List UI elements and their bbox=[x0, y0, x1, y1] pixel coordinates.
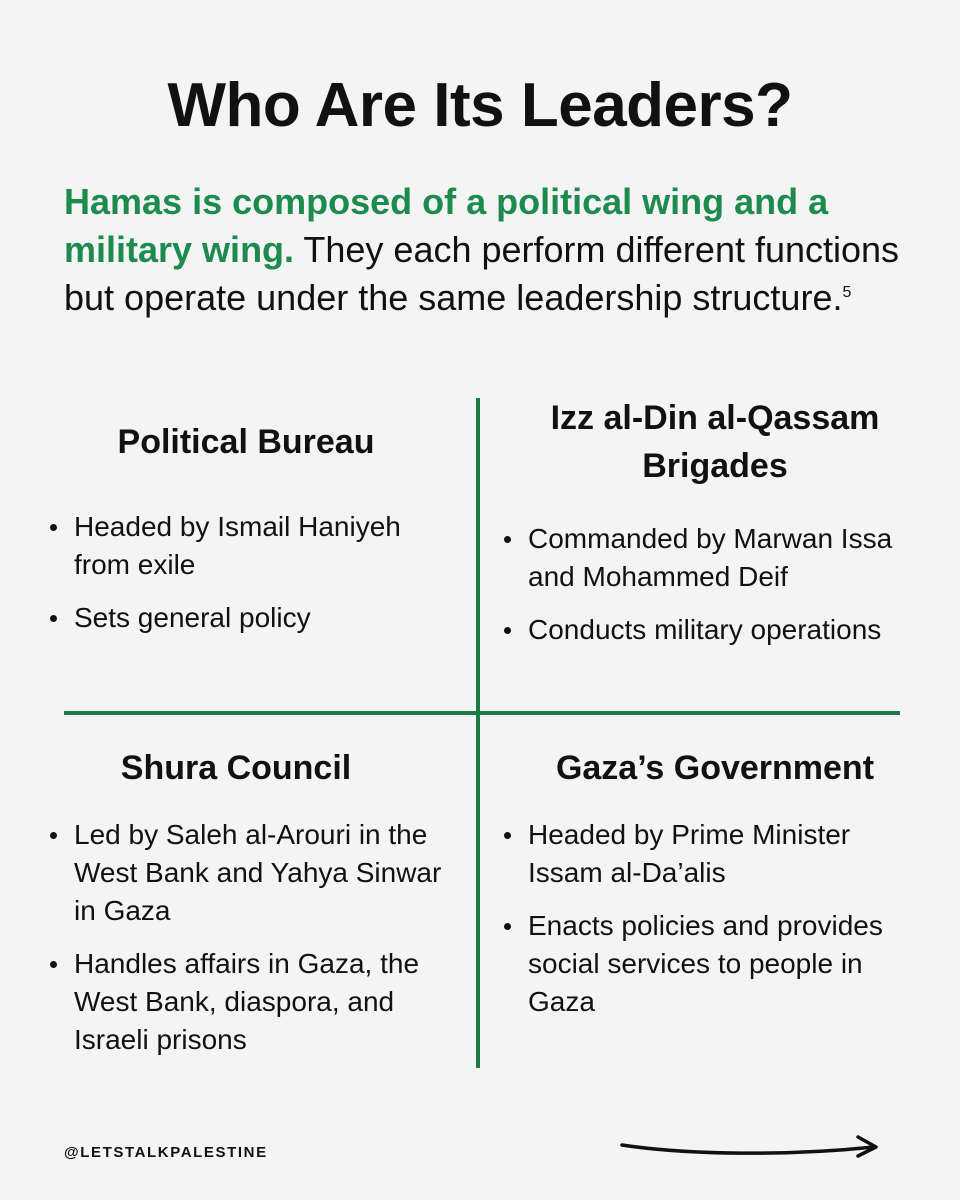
vertical-divider bbox=[476, 398, 480, 1068]
shura-council-list bbox=[46, 816, 466, 1059]
social-handle: @LETSTALKPALESTINE bbox=[64, 1144, 268, 1161]
qassam-brigades-list bbox=[500, 520, 920, 649]
intro-highlight: Hamas is composed of a political wing and a military wing. bbox=[64, 181, 829, 270]
gaza-government-list bbox=[500, 816, 920, 1021]
political-bureau-list bbox=[46, 508, 456, 637]
list-item: Commanded by Marwan Issa and Mohammed Deif bbox=[500, 520, 920, 596]
shura-council-heading: Shura Council bbox=[120, 749, 352, 787]
list-item: Sets general policy bbox=[46, 599, 456, 637]
list-item: Conducts military operations bbox=[500, 611, 920, 649]
political-bureau-section bbox=[46, 418, 456, 652]
footnote-marker: 5 bbox=[842, 284, 852, 301]
intro-paragraph bbox=[64, 178, 904, 322]
shura-council-section bbox=[46, 744, 466, 1074]
list-item: Headed by Prime Minister Issam al-Da’alis bbox=[500, 816, 920, 892]
intro-text: They each perform different functions but operate under the same leadership structure. bbox=[64, 229, 900, 318]
list-item: Led by Saleh al-Arouri in the West Bank and Yahya Sinwar in Gaza bbox=[46, 816, 466, 930]
horizontal-divider bbox=[64, 711, 900, 715]
right-arrow-icon[interactable] bbox=[618, 1128, 884, 1164]
list-item: Handles affairs in Gaza, the West Bank, diaspora, and Israeli prisons bbox=[46, 945, 466, 1059]
page-title: Who Are Its Leaders? bbox=[167, 71, 793, 140]
list-item: Headed by Ismail Haniyeh from exile bbox=[46, 508, 456, 584]
gaza-government-heading: Gaza’s Government bbox=[555, 749, 875, 787]
political-bureau-heading: Political Bureau bbox=[117, 423, 375, 461]
qassam-brigades-section bbox=[500, 394, 920, 664]
qassam-brigades-heading: Izz al-Din al-Qassam Brigades bbox=[550, 399, 880, 485]
list-item: Enacts policies and provides social services to people in Gaza bbox=[500, 907, 920, 1021]
gaza-government-section bbox=[500, 744, 920, 1036]
